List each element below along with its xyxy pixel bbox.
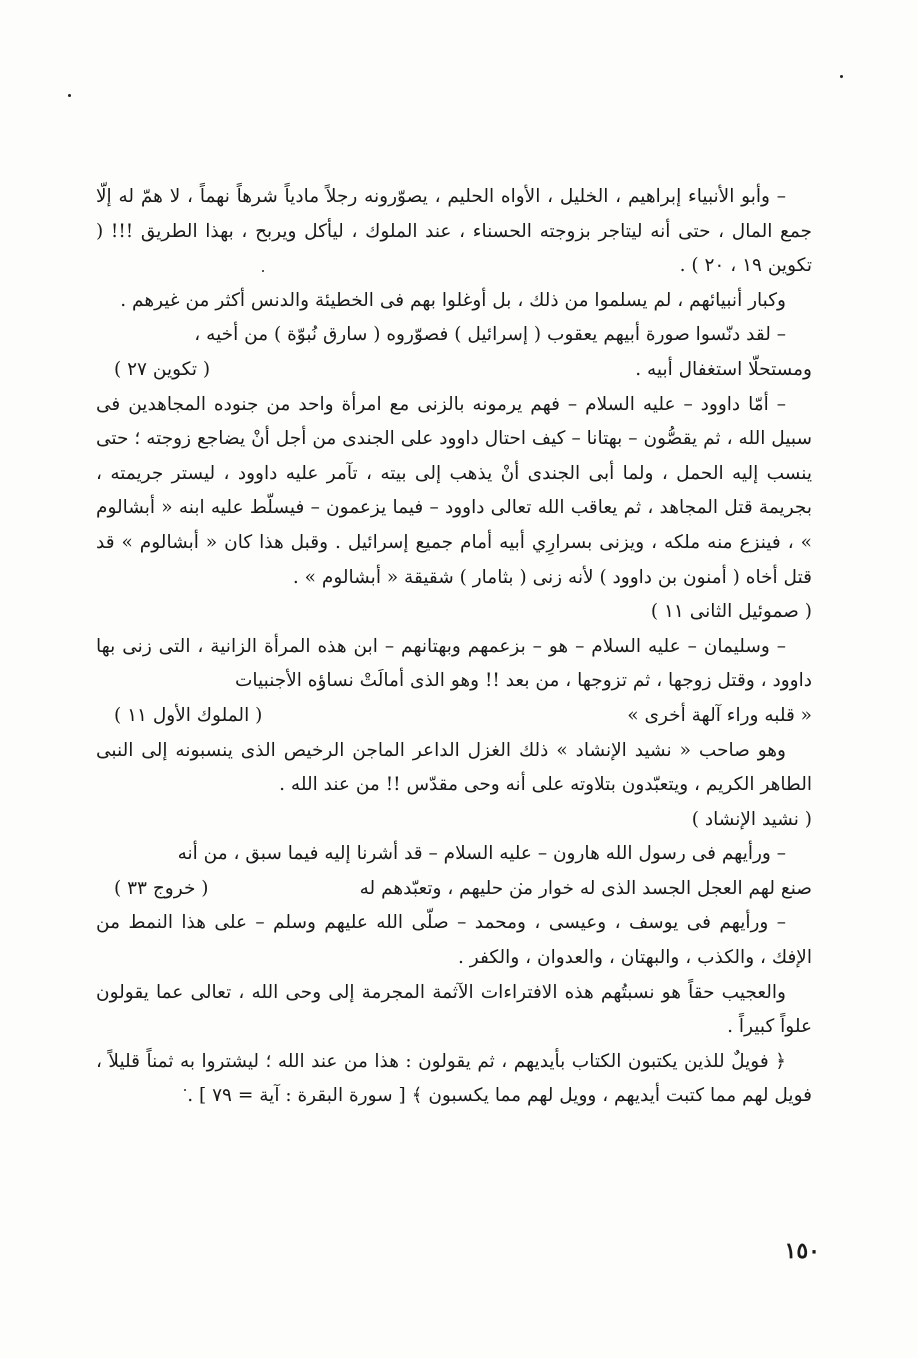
reference-line [96,353,812,388]
scan-speck [840,75,843,78]
paragraph: – أمّا داوود – عليه السلام – فهم يرمونه بالزنى مع امرأة واحد من جنوده المجاهدين فى سبيل الله ، ثم يقصُّون – بهتانا – كيف احتال داوود على الجندى من أجل أنْ يضاجع زوجته ؛ حتى ينسب إليه الحمل ، ولما أبى الجندى أنْ يذهب إلى بيته ، تآمر عليه داوود ، ليستر جريمته ، بجريمة قتل المجاهد ، ثم يعاقب الله تعالى داوود – فيما يزعمون – فيسلّط عليه ابنه « أبشالوم » ، فينزع منه ملكه ، ويزنى بسرارِي أبيه أمام جميع إسرائيل . وقبل هذا كان « أبشالوم » قد قتل أخاه ( أمنون بن داوود ) لأنه زنى ( بثامار ) شقيقة « أبشالوم » . [96,393,812,588]
reference-line [96,699,812,734]
citation: ( صموئيل الثانى ١١ ) [650,601,812,623]
citation: ( نشيد الإنشاد ) [691,808,812,830]
paragraph: – لقد دنّسوا صورة أبيهم يعقوب ( إسرائيل ) فصوّروه ( سارق نُبوّة ) من أخيه ، [194,324,786,346]
body-text [96,180,812,1114]
citation: ( تكوين ٢٧ ) [114,358,211,380]
paragraph: – ورأيهم فى رسول الله هارون – عليه السلام – قد أشرنا إليه فيما سبق ، من أنه [177,843,786,865]
scan-speck [68,94,71,97]
paragraph: وهو صاحب « نشيد الإنشاد » ذلك الغزل الداعر الماجن الرخيص الذى ينسبونه إلى النبى الطاهر الكريم ، ويتعبّدون بتلاوته على أنه وحى مقدّس !! من عند الله . [96,739,812,796]
page-number: ١٥٠ [784,1238,820,1264]
reference-line [96,872,812,907]
reference-line-text: « قلبه وراء آلهة أخرى » [627,704,812,726]
reference-line-text: صنع لهم العجل الجسد الذى له خوار من حليهم ، وتعبّدهم له [359,877,812,899]
paragraph: وكبار أنبيائهم ، لم يسلموا من ذلك ، بل أوغلوا بهم فى الخطيئة والدنس أكثر من غيرهم . [120,289,786,311]
paragraph: والعجيب حقاً هو نسبتُهم هذه الافتراءات الآثمة المجرمة إلى وحى الله ، تعالى عما يقولون علواً كبيراً . [96,981,812,1038]
paragraph: – وأبو الأنبياء إبراهيم ، الخليل ، الأواه الحليم ، يصوّرونه رجلاً مادياً شرهاً نهماً ، لا همّ له إلّا جمع المال ، حتى أنه ليتاجر بزوجته الحسناء ، عند الملوك ، ليأكل ويربح ، بهذا الطريق !!! ( تكوين ١٩ ، ٢٠ ) . [96,186,812,277]
paragraph: – وسليمان – عليه السلام – هو – بزعمهم وبهتانهم – ابن هذه المرأة الزانية ، التى زنى بها داوود ، وقتل زوجها ، ثم تزوجها ، من بعد !! وهو الذى أمالَتْ نساؤه الأجنبيات [96,635,812,692]
citation: ( خروج ٣٣ ) [114,877,209,899]
paragraph: ﴿ فويلٌ للذين يكتبون الكتاب بأيديهم ، ثم يقولون : هذا من عند الله ؛ ليشتروا به ثمناً قليلاً ، فويل لهم مما كتبت أيديهم ، وويل لهم مما يكسبون ﴾ [ سورة البقرة : آية = ٧٩ ] . [96,1050,812,1107]
reference-line-text: ومستحلّا استغفال أبيه . [635,358,812,380]
paragraph: – ورأيهم فى يوسف ، وعيسى ، ومحمد – صلّى الله عليهم وسلم – على هذا النمط من الإفك ، والكذب ، والبهتان ، والعدوان ، والكفر . [96,912,812,969]
citation: ( الملوك الأول ١١ ) [114,704,263,726]
